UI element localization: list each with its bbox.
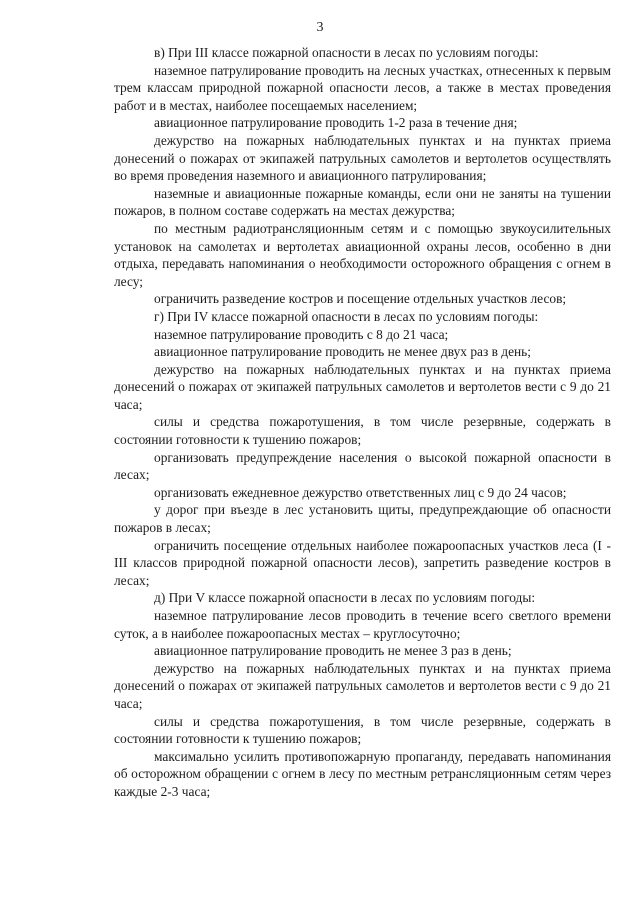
paragraph: дежурство на пожарных наблюдательных пунктах и на пунктах приема донесений о пожарах от экипажей патрульных самолетов и вертолетов вести с 9 до 21 часа; <box>114 660 611 711</box>
paragraph: дежурство на пожарных наблюдательных пунктах и на пунктах приема донесений о пожарах от экипажей патрульных самолетов и вертолетов вести с 9 до 21 часа; <box>114 361 611 412</box>
paragraph: наземное патрулирование лесов проводить в течение всего светлого времени суток, а в наиболее пожароопасных местах – круглосуточно; <box>114 608 611 641</box>
paragraph: организовать предупреждение населения о высокой пожарной опасности в лесах; <box>114 449 611 483</box>
paragraph: максимально усилить противопожарную пропаганду, передавать напоминания об осторожном обращении с огнем в лесу по местным ретрансляционным сетям через каждые 2-3 часа; <box>114 748 611 799</box>
paragraph: наземное патрулирование проводить с 8 до 21 часа; <box>154 326 449 342</box>
paragraph: по местным радиотрансляционным сетям и с помощью звукоусилительных установок на самолетах и вертолетах авиационной охраны лесов, особенно в дни отдыха, передавать напоминания о необходимости осторожного обращения с огнем в лесу; <box>114 220 611 289</box>
document-body <box>114 44 611 801</box>
paragraph: ограничить разведение костров и посещение отдельных участков лесов; <box>154 291 567 307</box>
page-number: 3 <box>316 20 324 35</box>
paragraph: авиационное патрулирование проводить не менее 3 раз в день; <box>154 643 512 659</box>
paragraph: д) При V классе пожарной опасности в лесах по условиям погоды: <box>154 590 536 606</box>
paragraph: дежурство на пожарных наблюдательных пунктах и на пунктах приема донесений о пожарах от экипажей патрульных самолетов и вертолетов осуществлять во время проведения наземного и авиационного патрулирования; <box>114 132 611 184</box>
paragraph: в) При III классе пожарной опасности в лесах по условиям погоды: <box>154 45 539 60</box>
paragraph: силы и средства пожаротушения, в том числе резервные, содержать в состоянии готовности к тушению пожаров; <box>114 713 611 747</box>
paragraph: организовать ежедневное дежурство ответственных лиц с 9 до 24 часов; <box>154 484 567 500</box>
paragraph: авиационное патрулирование проводить не менее двух раз в день; <box>154 344 532 360</box>
paragraph: авиационное патрулирование проводить 1-2 раза в течение дня; <box>154 115 518 131</box>
paragraph: силы и средства пожаротушения, в том числе резервные, содержать в состоянии готовности к тушению пожаров; <box>114 414 611 448</box>
paragraph: г) При IV классе пожарной опасности в лесах по условиям погоды: <box>154 308 539 324</box>
paragraph: наземное патрулирование проводить на лесных участках, отнесенных к первым трем классам природной пожарной опасности лесов, а также в местах проведения работ и в местах, наиболее посещаемых населением; <box>114 62 611 113</box>
paragraph: ограничить посещение отдельных наиболее пожароопасных участков леса (I - III классов природной пожарной опасности лесов), запретить разведение костров в лесах; <box>114 537 611 588</box>
paragraph: наземные и авиационные пожарные команды, если они не заняты на тушении пожаров, в полном составе содержать на местах дежурства; <box>114 185 611 219</box>
paragraph: у дорог при въезде в лес установить щиты, предупреждающие об опасности пожаров в лесах; <box>114 502 611 536</box>
